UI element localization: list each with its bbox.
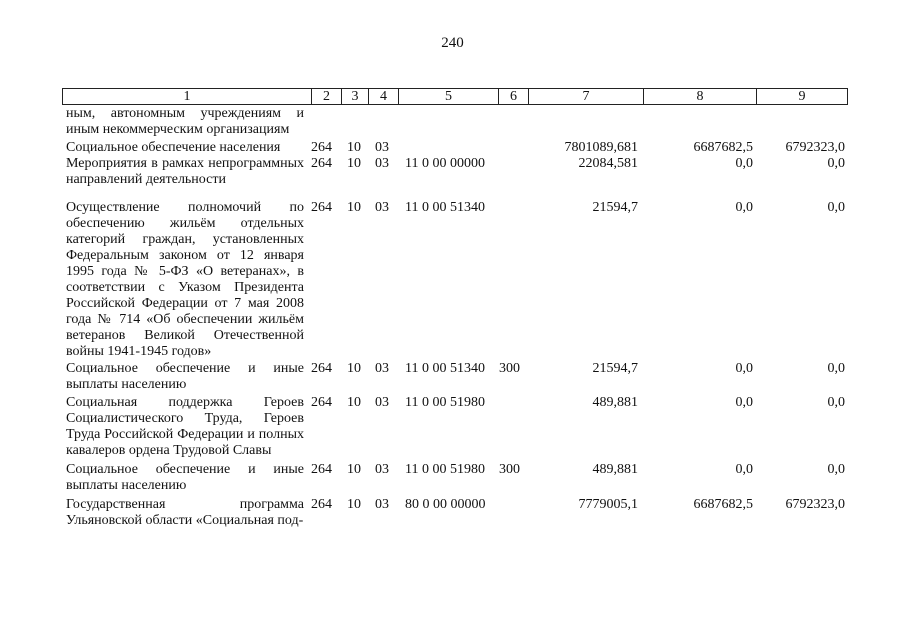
row-name: Социальное обеспечение и иные выплаты населению — [66, 361, 304, 392]
row-col-5: 11 0 00 51980 — [405, 462, 485, 477]
table-body — [62, 106, 848, 529]
row-col-2: 264 — [311, 395, 332, 410]
row-col-4: 03 — [375, 200, 389, 215]
row-col-9: 0,0 — [827, 462, 845, 477]
row-col-7: 21594,7 — [592, 361, 638, 376]
row-col-8: 6687682,5 — [693, 140, 753, 155]
header-col-8: 8 — [643, 89, 756, 104]
row-col-2: 264 — [311, 200, 332, 215]
header-col-4: 4 — [368, 89, 398, 104]
row-col-9: 6792323,0 — [785, 497, 845, 512]
header-col-9: 9 — [756, 89, 847, 104]
row-col-6: 300 — [499, 361, 520, 376]
row-col-4: 03 — [375, 156, 389, 171]
table-row — [62, 140, 848, 156]
row-col-7: 489,881 — [592, 462, 638, 477]
row-col-9: 6792323,0 — [785, 140, 845, 155]
table-row — [62, 106, 848, 138]
row-name: ным, автономным учреждениям и иным некоммерческим организациям — [66, 106, 304, 137]
row-col-7: 489,881 — [592, 395, 638, 410]
row-name: Социальное обеспечение и иные выплаты населению — [66, 462, 304, 493]
row-col-7: 7801089,681 — [564, 140, 638, 155]
row-col-2: 264 — [311, 462, 332, 477]
table-row — [62, 462, 848, 494]
row-col-7: 22084,581 — [578, 156, 638, 171]
row-col-4: 03 — [375, 361, 389, 376]
row-col-4: 03 — [375, 497, 389, 512]
row-col-8: 6687682,5 — [693, 497, 753, 512]
row-col-8: 0,0 — [735, 200, 753, 215]
row-col-7: 21594,7 — [592, 200, 638, 215]
row-name: Социальное обеспечение населения — [66, 140, 281, 155]
row-col-9: 0,0 — [827, 361, 845, 376]
header-col-1: 1 — [183, 89, 191, 104]
page-number: 240 — [441, 35, 464, 51]
table-row — [62, 200, 848, 360]
row-col-2: 264 — [311, 361, 332, 376]
row-col-3: 10 — [347, 497, 361, 512]
row-col-3: 10 — [347, 462, 361, 477]
row-col-4: 03 — [375, 462, 389, 477]
row-col-7: 7779005,1 — [578, 497, 638, 512]
row-col-9: 0,0 — [827, 200, 845, 215]
header-col-2: 2 — [311, 89, 341, 104]
header-col-5: 5 — [398, 89, 498, 104]
header-col-7: 7 — [528, 89, 643, 104]
row-col-2: 264 — [311, 140, 332, 155]
row-col-5: 80 0 00 00000 — [405, 497, 486, 512]
row-col-9: 0,0 — [827, 395, 845, 410]
table-row — [62, 395, 848, 459]
row-col-8: 0,0 — [735, 462, 753, 477]
row-col-9: 0,0 — [827, 156, 845, 171]
row-col-6: 300 — [499, 462, 520, 477]
table-header-row — [62, 88, 848, 105]
row-col-3: 10 — [347, 200, 361, 215]
row-name: Социальная поддержка Героев Социалистического Труда, Героев Труда Российской Федерации и полных кавалеров ордена Трудовой Славы — [66, 395, 304, 458]
row-col-5: 11 0 00 00000 — [405, 156, 485, 171]
table-row — [62, 497, 848, 529]
row-name: Государственная программа Ульяновской области «Социальная под- — [66, 497, 304, 528]
header-col-6: 6 — [498, 89, 528, 104]
row-col-8: 0,0 — [735, 395, 753, 410]
row-col-2: 264 — [311, 497, 332, 512]
row-col-3: 10 — [347, 395, 361, 410]
row-col-3: 10 — [347, 140, 361, 155]
row-name: Мероприятия в рамках непрограммных направлений деятельности — [66, 156, 304, 187]
row-col-8: 0,0 — [735, 156, 753, 171]
row-col-3: 10 — [347, 361, 361, 376]
row-col-4: 03 — [375, 140, 389, 155]
row-col-5: 11 0 00 51980 — [405, 395, 485, 410]
header-col-3: 3 — [341, 89, 368, 104]
row-col-8: 0,0 — [735, 361, 753, 376]
row-name: Осуществление полномочий по обеспечению жильём отдельных категорий граждан, установленных Федеральным законом от 12 января 1995 года № 5-ФЗ «О ветеранах», в соответствии с Указом Президента Российской Федерации от 7 мая 2008 года № 714 «Об обеспечении жильём ветеранов Великой Отечественной войны 1941-1945 годов» — [66, 200, 304, 359]
table-row — [62, 156, 848, 188]
row-col-2: 264 — [311, 156, 332, 171]
row-col-3: 10 — [347, 156, 361, 171]
table-row — [62, 361, 848, 393]
row-col-4: 03 — [375, 395, 389, 410]
row-col-5: 11 0 00 51340 — [405, 361, 485, 376]
row-col-5: 11 0 00 51340 — [405, 200, 485, 215]
budget-table — [62, 88, 848, 529]
